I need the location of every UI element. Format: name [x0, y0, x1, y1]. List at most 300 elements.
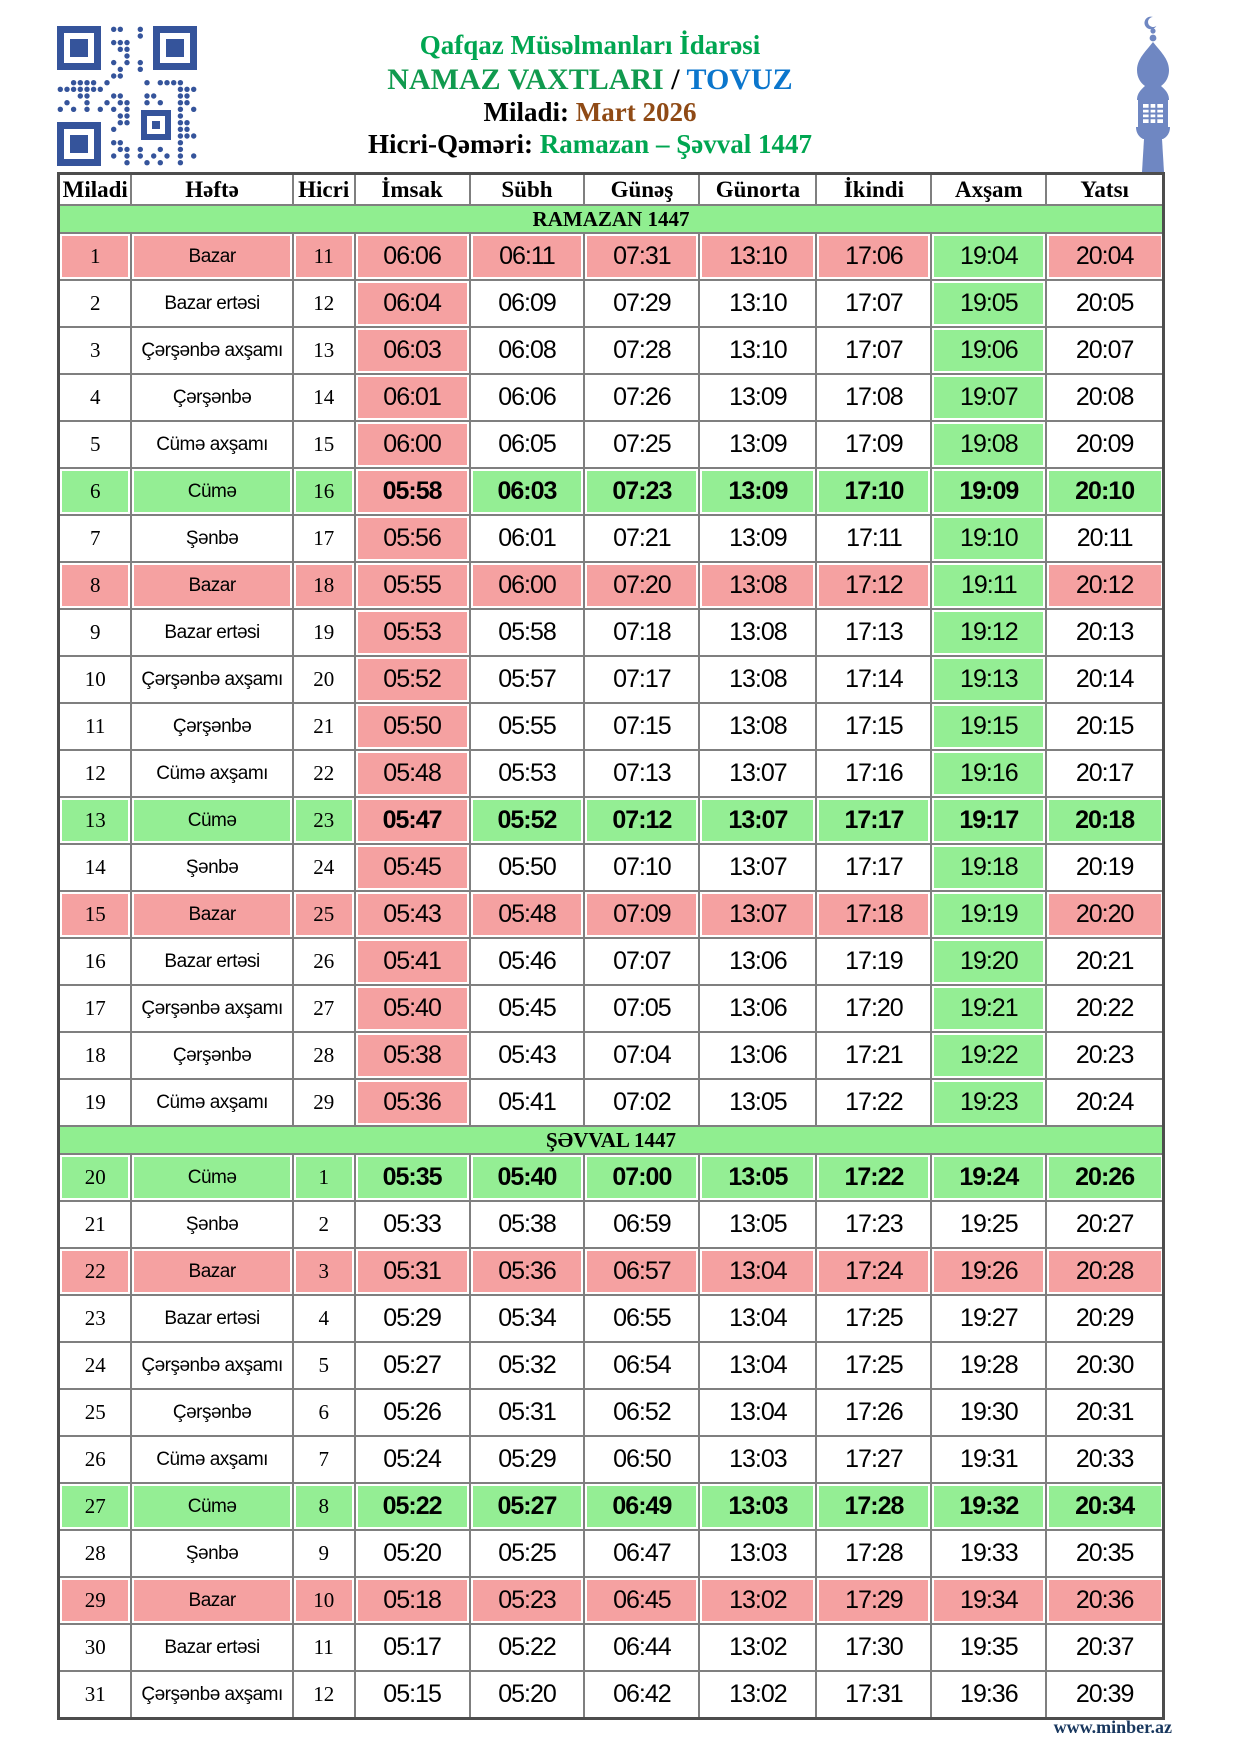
imsak-cell: 05:20: [355, 1530, 470, 1577]
imsak-cell: 05:56: [355, 515, 470, 562]
table-row: [59, 468, 1164, 515]
hefte-cell: Çərşənbə axşamı: [131, 985, 292, 1032]
miladi-cell: 25: [59, 1389, 132, 1436]
subh-cell: 05:36: [470, 1248, 585, 1295]
aksam-cell: 19:13: [931, 656, 1046, 703]
aksam-cell: 19:18: [931, 844, 1046, 891]
ikindi-cell: 17:30: [816, 1624, 931, 1671]
gunorta-cell: 13:07: [699, 750, 816, 797]
hicri-cell: 12: [293, 280, 355, 327]
subh-cell: 05:25: [470, 1530, 585, 1577]
gunorta-cell: 13:09: [699, 421, 816, 468]
table-row: [59, 562, 1164, 609]
hefte-cell: Bazar ertəsi: [131, 938, 292, 985]
gunes-cell: 07:26: [584, 374, 699, 421]
table-row: [59, 1436, 1164, 1483]
hicri-cell: 13: [293, 327, 355, 374]
gunes-cell: 06:55: [584, 1295, 699, 1342]
aksam-cell: 19:12: [931, 609, 1046, 656]
aksam-cell: 19:26: [931, 1248, 1046, 1295]
hicri-cell: 17: [293, 515, 355, 562]
subh-cell: 05:57: [470, 656, 585, 703]
yatsi-cell: 20:13: [1046, 609, 1163, 656]
subh-cell: 05:45: [470, 985, 585, 1032]
table-row: [59, 1295, 1164, 1342]
gunorta-cell: 13:03: [699, 1483, 816, 1530]
imsak-cell: 06:06: [355, 233, 470, 280]
hefte-cell: Cümə: [131, 797, 292, 844]
ikindi-cell: 17:13: [816, 609, 931, 656]
hicri-cell: 28: [293, 1032, 355, 1079]
hefte-cell: Bazar: [131, 1248, 292, 1295]
miladi-cell: 7: [59, 515, 132, 562]
subh-cell: 06:09: [470, 280, 585, 327]
hefte-cell: Bazar: [131, 233, 292, 280]
imsak-cell: 05:38: [355, 1032, 470, 1079]
ikindi-cell: 17:06: [816, 233, 931, 280]
yatsi-cell: 20:39: [1046, 1671, 1163, 1719]
hefte-cell: Şənbə: [131, 844, 292, 891]
hefte-cell: Bazar: [131, 562, 292, 609]
miladi-cell: 30: [59, 1624, 132, 1671]
aksam-cell: 19:22: [931, 1032, 1046, 1079]
table-row: [59, 844, 1164, 891]
ikindi-cell: 17:10: [816, 468, 931, 515]
yatsi-cell: 20:11: [1046, 515, 1163, 562]
hicri-cell: 12: [293, 1671, 355, 1719]
yatsi-cell: 20:20: [1046, 891, 1163, 938]
ikindi-cell: 17:15: [816, 703, 931, 750]
table-row: [59, 327, 1164, 374]
table-row: [59, 750, 1164, 797]
subh-cell: 06:00: [470, 562, 585, 609]
imsak-cell: 05:55: [355, 562, 470, 609]
gunorta-cell: 13:06: [699, 985, 816, 1032]
aksam-cell: 19:15: [931, 703, 1046, 750]
hicri-cell: 3: [293, 1248, 355, 1295]
hefte-cell: Çərşənbə: [131, 1389, 292, 1436]
yatsi-cell: 20:36: [1046, 1577, 1163, 1624]
hicri-cell: 11: [293, 233, 355, 280]
table-row: [59, 374, 1164, 421]
hicri-label: Hicri-Qəməri:: [368, 129, 540, 160]
column-header-miladi: Miladi: [59, 174, 132, 206]
imsak-cell: 06:01: [355, 374, 470, 421]
gunorta-cell: 13:04: [699, 1342, 816, 1389]
gunes-cell: 06:59: [584, 1201, 699, 1248]
gunorta-cell: 13:04: [699, 1295, 816, 1342]
gunes-cell: 07:12: [584, 797, 699, 844]
gunes-cell: 07:28: [584, 327, 699, 374]
ikindi-cell: 17:12: [816, 562, 931, 609]
imsak-cell: 05:45: [355, 844, 470, 891]
gunes-cell: 06:54: [584, 1342, 699, 1389]
table-row: [59, 1201, 1164, 1248]
column-header-ikindi: İkindi: [816, 174, 931, 206]
imsak-cell: 05:22: [355, 1483, 470, 1530]
column-header-gunorta: Günorta: [699, 174, 816, 206]
gunes-cell: 06:57: [584, 1248, 699, 1295]
miladi-cell: 4: [59, 374, 132, 421]
gunorta-cell: 13:05: [699, 1079, 816, 1126]
table-row: [59, 1530, 1164, 1577]
miladi-cell: 1: [59, 233, 132, 280]
subh-cell: 06:03: [470, 468, 585, 515]
miladi-cell: 22: [59, 1248, 132, 1295]
header-titles: [40, 30, 1140, 161]
gunorta-cell: 13:09: [699, 515, 816, 562]
yatsi-cell: 20:05: [1046, 280, 1163, 327]
aksam-cell: 19:33: [931, 1530, 1046, 1577]
aksam-cell: 19:36: [931, 1671, 1046, 1719]
gunorta-cell: 13:03: [699, 1436, 816, 1483]
table-row: [59, 656, 1164, 703]
ikindi-cell: 17:20: [816, 985, 931, 1032]
table-row: [59, 421, 1164, 468]
aksam-cell: 19:23: [931, 1079, 1046, 1126]
subh-cell: 05:29: [470, 1436, 585, 1483]
hefte-cell: Cümə axşamı: [131, 421, 292, 468]
aksam-cell: 19:34: [931, 1577, 1046, 1624]
gunes-cell: 07:15: [584, 703, 699, 750]
hefte-cell: Cümə axşamı: [131, 750, 292, 797]
miladi-cell: 2: [59, 280, 132, 327]
gunorta-cell: 13:10: [699, 280, 816, 327]
imsak-cell: 06:04: [355, 280, 470, 327]
aksam-cell: 19:20: [931, 938, 1046, 985]
hicri-cell: 19: [293, 609, 355, 656]
miladi-value: Mart 2026: [575, 97, 697, 128]
hicri-cell: 10: [293, 1577, 355, 1624]
hicri-cell: 2: [293, 1201, 355, 1248]
gunorta-cell: 13:08: [699, 562, 816, 609]
imsak-cell: 05:31: [355, 1248, 470, 1295]
imsak-cell: 05:40: [355, 985, 470, 1032]
gunes-cell: 07:13: [584, 750, 699, 797]
hicri-cell: 20: [293, 656, 355, 703]
gunes-cell: 07:25: [584, 421, 699, 468]
aksam-cell: 19:17: [931, 797, 1046, 844]
aksam-cell: 19:24: [931, 1154, 1046, 1201]
miladi-cell: 6: [59, 468, 132, 515]
ikindi-cell: 17:08: [816, 374, 931, 421]
column-header-gunes: Günəş: [584, 174, 699, 206]
miladi-cell: 12: [59, 750, 132, 797]
hicri-cell: 25: [293, 891, 355, 938]
subh-cell: 06:11: [470, 233, 585, 280]
yatsi-cell: 20:28: [1046, 1248, 1163, 1295]
table-row: [59, 1248, 1164, 1295]
miladi-cell: 9: [59, 609, 132, 656]
imsak-cell: 05:26: [355, 1389, 470, 1436]
miladi-cell: 23: [59, 1295, 132, 1342]
title-separator: /: [663, 62, 687, 96]
subh-cell: 05:20: [470, 1671, 585, 1719]
hefte-cell: Cümə axşamı: [131, 1436, 292, 1483]
hicri-cell: 23: [293, 797, 355, 844]
miladi-cell: 13: [59, 797, 132, 844]
gunorta-cell: 13:07: [699, 797, 816, 844]
gunorta-cell: 13:02: [699, 1577, 816, 1624]
hicri-cell: 11: [293, 1624, 355, 1671]
imsak-cell: 05:47: [355, 797, 470, 844]
table-row: [59, 1577, 1164, 1624]
table-row: [59, 1079, 1164, 1126]
imsak-cell: 05:36: [355, 1079, 470, 1126]
ikindi-cell: 17:22: [816, 1154, 931, 1201]
gunes-cell: 07:21: [584, 515, 699, 562]
table-row: [59, 280, 1164, 327]
miladi-cell: 17: [59, 985, 132, 1032]
ikindi-cell: 17:28: [816, 1530, 931, 1577]
gunes-cell: 07:05: [584, 985, 699, 1032]
yatsi-cell: 20:10: [1046, 468, 1163, 515]
table-row: [59, 985, 1164, 1032]
miladi-cell: 21: [59, 1201, 132, 1248]
miladi-cell: 3: [59, 327, 132, 374]
gunes-cell: 06:44: [584, 1624, 699, 1671]
gunes-cell: 07:04: [584, 1032, 699, 1079]
header-row: [59, 174, 1164, 206]
gunorta-cell: 13:08: [699, 703, 816, 750]
hefte-cell: Çərşənbə axşamı: [131, 327, 292, 374]
hefte-cell: Şənbə: [131, 515, 292, 562]
ikindi-cell: 17:14: [816, 656, 931, 703]
subh-cell: 05:43: [470, 1032, 585, 1079]
subh-cell: 05:55: [470, 703, 585, 750]
gunes-cell: 06:47: [584, 1530, 699, 1577]
gunes-cell: 06:45: [584, 1577, 699, 1624]
gunes-cell: 07:17: [584, 656, 699, 703]
subh-cell: 06:01: [470, 515, 585, 562]
hicri-cell: 8: [293, 1483, 355, 1530]
imsak-cell: 05:50: [355, 703, 470, 750]
hefte-cell: Bazar ertəsi: [131, 280, 292, 327]
hicri-cell: 18: [293, 562, 355, 609]
table-row: [59, 891, 1164, 938]
ikindi-cell: 17:09: [816, 421, 931, 468]
column-header-hefte: Həftə: [131, 174, 292, 206]
yatsi-cell: 20:24: [1046, 1079, 1163, 1126]
ikindi-cell: 17:16: [816, 750, 931, 797]
gunes-cell: 06:50: [584, 1436, 699, 1483]
ikindi-cell: 17:23: [816, 1201, 931, 1248]
subh-cell: 06:06: [470, 374, 585, 421]
ikindi-cell: 17:21: [816, 1032, 931, 1079]
yatsi-cell: 20:29: [1046, 1295, 1163, 1342]
miladi-cell: 11: [59, 703, 132, 750]
gunorta-cell: 13:04: [699, 1248, 816, 1295]
hefte-cell: Bazar ertəsi: [131, 1295, 292, 1342]
ikindi-cell: 17:24: [816, 1248, 931, 1295]
subh-cell: 05:48: [470, 891, 585, 938]
imsak-cell: 05:24: [355, 1436, 470, 1483]
ikindi-cell: 17:07: [816, 327, 931, 374]
gunes-cell: 07:10: [584, 844, 699, 891]
aksam-cell: 19:10: [931, 515, 1046, 562]
hefte-cell: Cümə axşamı: [131, 1079, 292, 1126]
miladi-cell: 20: [59, 1154, 132, 1201]
subh-cell: 05:32: [470, 1342, 585, 1389]
imsak-cell: 05:15: [355, 1671, 470, 1719]
hicri-cell: 1: [293, 1154, 355, 1201]
yatsi-cell: 20:23: [1046, 1032, 1163, 1079]
sheet-title: [40, 62, 1140, 97]
hefte-cell: Cümə: [131, 1154, 292, 1201]
miladi-cell: 8: [59, 562, 132, 609]
gunes-cell: 07:02: [584, 1079, 699, 1126]
hicri-cell: 6: [293, 1389, 355, 1436]
yatsi-cell: 20:17: [1046, 750, 1163, 797]
miladi-cell: 18: [59, 1032, 132, 1079]
imsak-cell: 05:48: [355, 750, 470, 797]
aksam-cell: 19:31: [931, 1436, 1046, 1483]
hicri-value: Ramazan – Şəvval 1447: [539, 129, 812, 160]
table-row: [59, 1154, 1164, 1201]
yatsi-cell: 20:08: [1046, 374, 1163, 421]
aksam-cell: 19:30: [931, 1389, 1046, 1436]
gunes-cell: 07:29: [584, 280, 699, 327]
ikindi-cell: 17:29: [816, 1577, 931, 1624]
section-header-row: [59, 205, 1164, 233]
gunorta-cell: 13:09: [699, 468, 816, 515]
ikindi-cell: 17:26: [816, 1389, 931, 1436]
yatsi-cell: 20:26: [1046, 1154, 1163, 1201]
column-header-yatsi: Yatsı: [1046, 174, 1163, 206]
hicri-cell: 29: [293, 1079, 355, 1126]
yatsi-cell: 20:14: [1046, 656, 1163, 703]
gunes-cell: 06:42: [584, 1671, 699, 1719]
aksam-cell: 19:11: [931, 562, 1046, 609]
ikindi-cell: 17:22: [816, 1079, 931, 1126]
ikindi-cell: 17:18: [816, 891, 931, 938]
hefte-cell: Bazar ertəsi: [131, 609, 292, 656]
imsak-cell: 05:27: [355, 1342, 470, 1389]
hefte-cell: Çərşənbə: [131, 703, 292, 750]
aksam-cell: 19:07: [931, 374, 1046, 421]
aksam-cell: 19:21: [931, 985, 1046, 1032]
hicri-cell: 16: [293, 468, 355, 515]
hefte-cell: Çərşənbə axşamı: [131, 1342, 292, 1389]
gunorta-cell: 13:03: [699, 1530, 816, 1577]
hefte-cell: Şənbə: [131, 1201, 292, 1248]
imsak-cell: 05:58: [355, 468, 470, 515]
table-row: [59, 703, 1164, 750]
aksam-cell: 19:19: [931, 891, 1046, 938]
yatsi-cell: 20:09: [1046, 421, 1163, 468]
table-row: [59, 1032, 1164, 1079]
yatsi-cell: 20:21: [1046, 938, 1163, 985]
gunes-cell: 07:20: [584, 562, 699, 609]
subh-cell: 05:53: [470, 750, 585, 797]
imsak-cell: 05:35: [355, 1154, 470, 1201]
section-header: RAMAZAN 1447: [59, 205, 1164, 233]
aksam-cell: 19:06: [931, 327, 1046, 374]
hefte-cell: Cümə: [131, 468, 292, 515]
aksam-cell: 19:35: [931, 1624, 1046, 1671]
gunorta-cell: 13:05: [699, 1154, 816, 1201]
miladi-cell: 5: [59, 421, 132, 468]
section-header-row: [59, 1126, 1164, 1154]
hicri-cell: 4: [293, 1295, 355, 1342]
ikindi-cell: 17:11: [816, 515, 931, 562]
aksam-cell: 19:32: [931, 1483, 1046, 1530]
yatsi-cell: 20:18: [1046, 797, 1163, 844]
gunorta-cell: 13:08: [699, 609, 816, 656]
yatsi-cell: 20:19: [1046, 844, 1163, 891]
imsak-cell: 05:43: [355, 891, 470, 938]
ikindi-cell: 17:17: [816, 797, 931, 844]
yatsi-cell: 20:22: [1046, 985, 1163, 1032]
miladi-line: [40, 97, 1140, 129]
gunorta-cell: 13:10: [699, 233, 816, 280]
table-row: [59, 1624, 1164, 1671]
hicri-cell: 21: [293, 703, 355, 750]
table-row: [59, 1342, 1164, 1389]
gunes-cell: 07:09: [584, 891, 699, 938]
hicri-cell: 24: [293, 844, 355, 891]
hefte-cell: Şənbə: [131, 1530, 292, 1577]
gunes-cell: 07:23: [584, 468, 699, 515]
gunorta-cell: 13:02: [699, 1671, 816, 1719]
gunorta-cell: 13:09: [699, 374, 816, 421]
hicri-cell: 5: [293, 1342, 355, 1389]
gunes-cell: 07:18: [584, 609, 699, 656]
hicri-cell: 9: [293, 1530, 355, 1577]
ikindi-cell: 17:25: [816, 1342, 931, 1389]
subh-cell: 06:08: [470, 327, 585, 374]
aksam-cell: 19:25: [931, 1201, 1046, 1248]
aksam-cell: 19:04: [931, 233, 1046, 280]
imsak-cell: 06:00: [355, 421, 470, 468]
subh-cell: 05:40: [470, 1154, 585, 1201]
table-row: [59, 1483, 1164, 1530]
subh-cell: 05:50: [470, 844, 585, 891]
aksam-cell: 19:28: [931, 1342, 1046, 1389]
gunorta-cell: 13:06: [699, 1032, 816, 1079]
org-title: Qafqaz Müsəlmanları İdarəsi: [419, 30, 761, 60]
yatsi-cell: 20:34: [1046, 1483, 1163, 1530]
gunorta-cell: 13:02: [699, 1624, 816, 1671]
ikindi-cell: 17:25: [816, 1295, 931, 1342]
hefte-cell: Çərşənbə: [131, 374, 292, 421]
hefte-cell: Bazar: [131, 891, 292, 938]
prayer-table: [57, 172, 1165, 1720]
miladi-cell: 24: [59, 1342, 132, 1389]
imsak-cell: 05:29: [355, 1295, 470, 1342]
gunorta-cell: 13:10: [699, 327, 816, 374]
subh-cell: 05:34: [470, 1295, 585, 1342]
imsak-cell: 05:33: [355, 1201, 470, 1248]
miladi-cell: 15: [59, 891, 132, 938]
column-header-aksam: Axşam: [931, 174, 1046, 206]
yatsi-cell: 20:31: [1046, 1389, 1163, 1436]
ikindi-cell: 17:17: [816, 844, 931, 891]
column-header-imsak: İmsak: [355, 174, 470, 206]
miladi-cell: 14: [59, 844, 132, 891]
subh-cell: 05:58: [470, 609, 585, 656]
subh-cell: 05:41: [470, 1079, 585, 1126]
gunorta-cell: 13:07: [699, 891, 816, 938]
ikindi-cell: 17:27: [816, 1436, 931, 1483]
miladi-cell: 27: [59, 1483, 132, 1530]
imsak-cell: 05:41: [355, 938, 470, 985]
table-row: [59, 938, 1164, 985]
table-row: [59, 1389, 1164, 1436]
yatsi-cell: 20:37: [1046, 1624, 1163, 1671]
subh-cell: 05:31: [470, 1389, 585, 1436]
miladi-cell: 19: [59, 1079, 132, 1126]
